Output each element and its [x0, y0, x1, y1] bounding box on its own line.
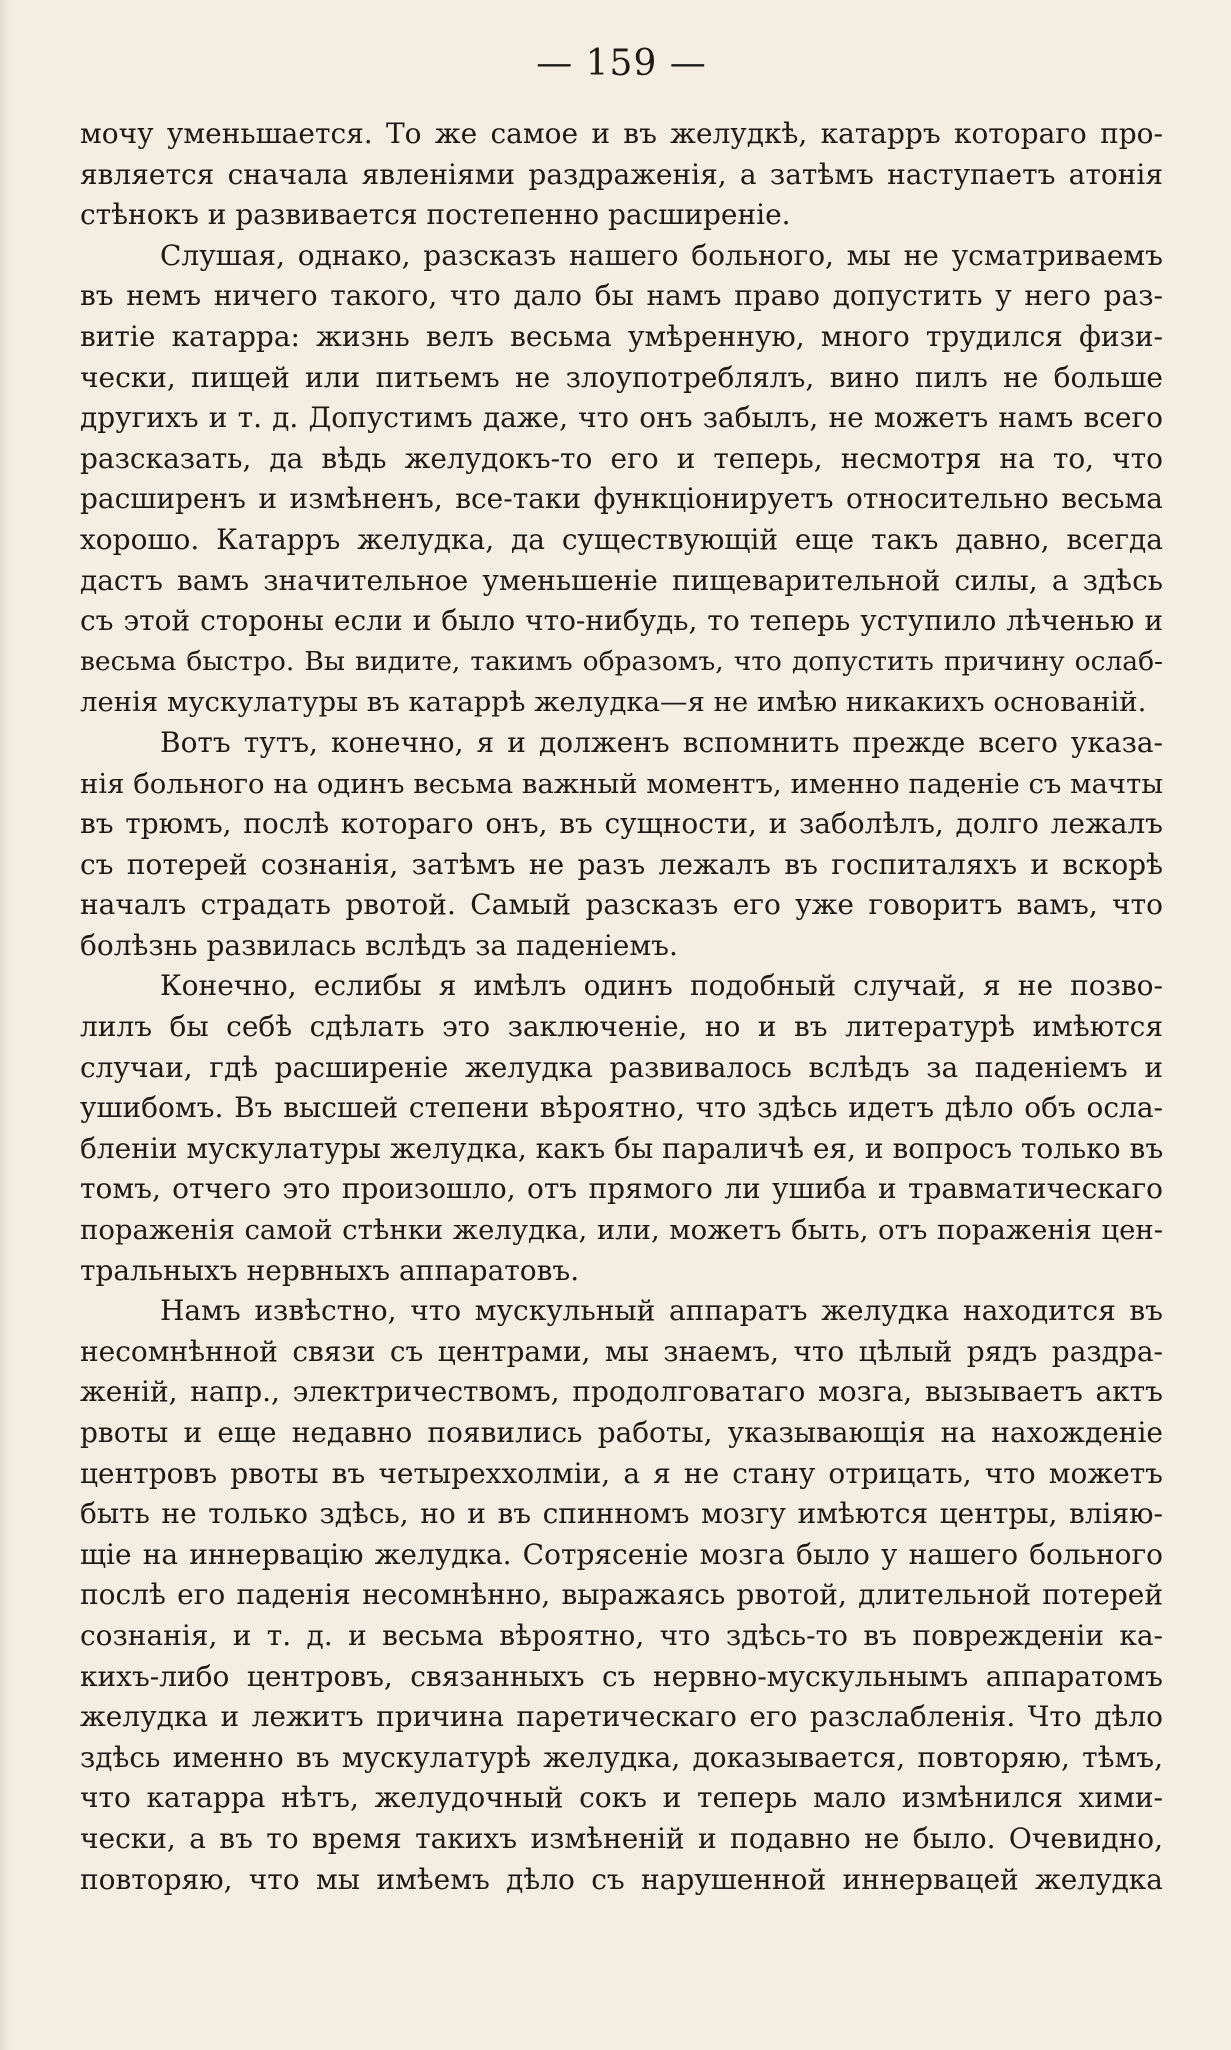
text-line: витіе катарра: жизнь велъ весьма умѣренную, много трудился физи-	[80, 319, 1163, 353]
text-line: щіе на иннервацію желудка. Сотрясеніе мозга было у нашего больного	[80, 1537, 1163, 1571]
text-line: Намъ извѣстно, что мускульный аппаратъ желудка находится въ	[160, 1294, 1163, 1328]
text-line: что катарра нѣтъ, желудочный сокъ и теперь мало измѣнился хими-	[80, 1781, 1163, 1815]
text-line: другихъ и т. д. Допустимъ даже, что онъ забылъ, не можетъ намъ всего	[80, 401, 1163, 435]
text-line: быть не только здѣсь, но и въ спинномъ мозгу имѣются центры, вліяю-	[80, 1497, 1163, 1531]
text-line: случаи, гдѣ расширеніе желудка развивалось вслѣдъ за паденіемъ и	[80, 1050, 1163, 1084]
body-text	[80, 114, 1163, 1900]
text-line: пораженія самой стѣнки желудка, или, можетъ быть, отъ пораженія цен-	[80, 1214, 1163, 1247]
text-line: съ этой стороны если и было что-нибудь, то теперь уступило лѣченью и	[80, 604, 1163, 638]
text-line: болѣзнь развилась вслѣдъ за паденіемъ.	[80, 928, 678, 962]
text-line: центровъ рвоты въ четыреххолміи, а я не стану отрицать, что можетъ	[80, 1456, 1163, 1490]
text-line: Слушая, однако, разсказъ нашего больного, мы не усматриваемъ	[160, 238, 1163, 272]
text-line: стѣнокъ и развивается постепенно расширеніе.	[80, 198, 791, 232]
text-line: сознанія, и т. д. и весьма вѣроятно, что здѣсь-то въ поврежденіи ка-	[80, 1618, 1163, 1652]
text-line: разсказать, да вѣдь желудокъ-то его и теперь, несмотря на то, что	[80, 441, 1163, 475]
text-line: чески, пищей или питьемъ не злоупотреблялъ, вино пилъ не больше	[80, 360, 1163, 394]
text-line: дастъ вамъ значительное уменьшеніе пищеварительной силы, а здѣсь	[80, 563, 1163, 597]
spine-shadow	[0, 0, 10, 2050]
text-line: въ трюмъ, послѣ котораго онъ, въ сущности, и заболѣлъ, долго лежалъ	[80, 807, 1163, 841]
text-line: хорошо. Катарръ желудка, да существующій еще такъ давно, всегда	[80, 522, 1163, 556]
text-line: томъ, отчего это произошло, отъ прямого ли ушиба и травматическаго	[80, 1172, 1163, 1206]
text-line: весьма быстро. Вы видите, такимъ образомъ, что допустить причину ослаб-	[80, 645, 1163, 677]
text-line: желудка и лежитъ причина паретическаго его разслабленія. Что дѣло	[80, 1700, 1163, 1734]
text-line: бленіи мускулатуры желудка, какъ бы параличѣ ея, и вопросъ только въ	[80, 1131, 1163, 1165]
text-line: нія больного на одинъ весьма важный моментъ, именно паденіе съ мачты	[80, 767, 1163, 800]
text-line: Вотъ тутъ, конечно, я и долженъ вспомнить прежде всего указа-	[160, 725, 1163, 759]
text-line: ушибомъ. Въ высшей степени вѣроятно, что здѣсь идетъ дѣло объ осла-	[80, 1091, 1163, 1125]
text-line: послѣ его паденія несомнѣнно, выражаясь рвотой, длительной потерей	[80, 1578, 1163, 1612]
text-line: началъ страдать рвотой. Самый разсказъ его уже говоритъ вамъ, что	[80, 888, 1163, 922]
page-number: — 159 —	[536, 43, 707, 84]
text-line: несомнѣнной связи съ центрами, мы знаемъ, что цѣлый рядъ раздра-	[80, 1334, 1163, 1368]
text-line: повторяю, что мы имѣемъ дѣло съ нарушенной иннервацей желудка	[80, 1862, 1163, 1896]
text-line: рвоты и еще недавно появились работы, указывающія на нахожденіе	[80, 1416, 1163, 1449]
text-line: расширенъ и измѣненъ, все-таки функціонируетъ относительно весьма	[80, 482, 1163, 516]
text-line: ленія мускулатуры въ катаррѣ желудка—я не имѣю никакихъ основаній.	[80, 686, 1147, 719]
text-line: лилъ бы себѣ сдѣлать это заключеніе, но и въ литературѣ имѣются	[80, 1010, 1163, 1044]
text-line: чески, а въ то время такихъ измѣненій и подавно не было. Очевидно,	[80, 1821, 1163, 1855]
text-line: здѣсь именно въ мускулатурѣ желудка, доказывается, повторяю, тѣмъ,	[80, 1740, 1163, 1774]
text-line: въ немъ ничего такого, что дало бы намъ право допустить у него раз-	[80, 279, 1163, 313]
text-line: женій, напр., электричествомъ, продолговатаго мозга, вызываетъ актъ	[80, 1375, 1163, 1409]
text-line: Конечно, еслибы я имѣлъ одинъ подобный случай, я не позво-	[160, 969, 1163, 1003]
text-line: мочу уменьшается. То же самое и въ желудкѣ, катарръ котораго про-	[80, 117, 1163, 150]
text-line: съ потерей сознанія, затѣмъ не разъ лежалъ въ госпиталяхъ и вскорѣ	[80, 847, 1163, 881]
text-line: тральныхъ нервныхъ аппаратовъ.	[80, 1253, 580, 1287]
text-line: является сначала явленіями раздраженія, а затѣмъ наступаетъ атонія	[80, 157, 1163, 191]
text-line: кихъ-либо центровъ, связанныхъ съ нервно-мускульнымъ аппаратомъ	[80, 1659, 1163, 1693]
